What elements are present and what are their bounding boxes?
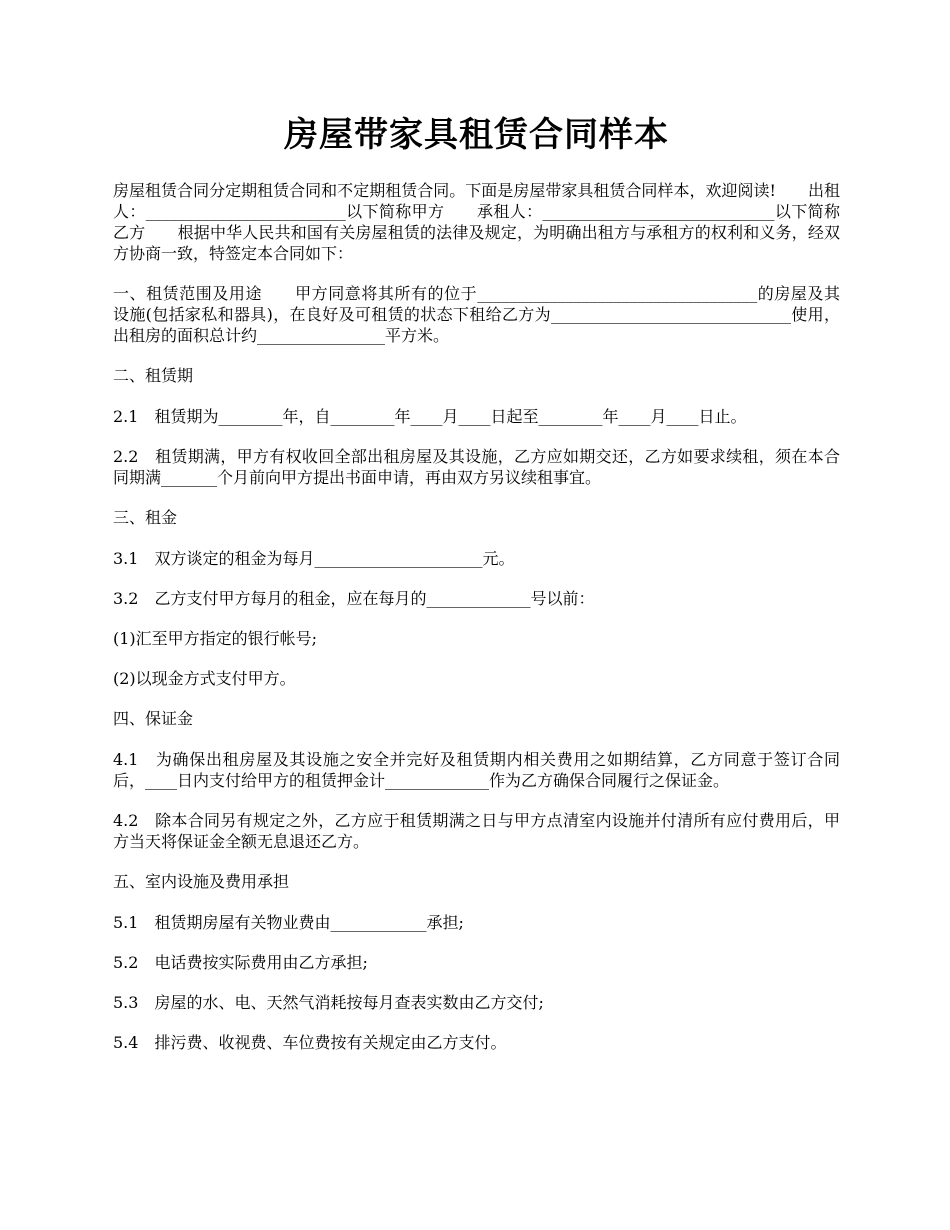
clause-2-1: 2.1 租赁期为________年，自________年____月____日起至________年____月____日止。 <box>113 407 747 426</box>
section-heading-lease-term: 二、租赁期 <box>113 366 194 385</box>
document-page <box>113 112 840 1072</box>
clause-1-scope: 一、租赁范围及用途 甲方同意将其所有的位于___________________________________的房屋及其设施(包括家私和器具)，在良好及可租赁的状态下租给乙方为______________________________使用，出租房的面积总计约________________平方米。 <box>113 284 840 345</box>
clause-2-2: 2.2 租赁期满，甲方有权收回全部出租房屋及其设施，乙方应如期交还，乙方如要求续租，须在本合同期满_______个月前向甲方提出书面申请，再由双方另议续租事宜。 <box>113 447 840 487</box>
clause-3-2-item-1: (1)汇至甲方指定的银行帐号; <box>113 629 318 648</box>
clause-4-2: 4.2 除本合同另有规定之外，乙方应于租赁期满之日与甲方点清室内设施并付清所有应付费用后，甲方当天将保证金全额无息退还乙方。 <box>113 811 840 851</box>
clause-3-2: 3.2 乙方支付甲方每月的租金，应在每月的_____________号以前： <box>113 589 595 608</box>
clause-4-1: 4.1 为确保出租房屋及其设施之安全并完好及租赁期内相关费用之如期结算，乙方同意于签订合同后，____日内支付给甲方的租赁押金计_____________作为乙方确保合同履行之保证金。 <box>113 750 840 790</box>
section-heading-facilities: 五、室内设施及费用承担 <box>113 872 290 891</box>
section-heading-rent: 三、租金 <box>113 508 178 527</box>
section-heading-deposit: 四、保证金 <box>113 709 194 728</box>
clause-3-2-item-2: (2)以现金方式支付甲方。 <box>113 669 296 688</box>
clause-3-1: 3.1 双方谈定的租金为每月_____________________元。 <box>113 549 515 568</box>
clause-5-1: 5.1 租赁期房屋有关物业费由____________承担; <box>113 913 464 932</box>
intro-paragraph: 房屋租赁合同分定期租赁合同和不定期租赁合同。下面是房屋带家具租赁合同样本，欢迎阅读! 出租人：_________________________以下简称甲方 承租人：_____________________________以下简称乙方 根据中华人民共和国有关房屋租赁的法律及规定，为明确出租方与承租方的权利和义务，经双方协商一致，特签定本合同如下： <box>113 181 840 263</box>
clause-5-4: 5.4 排污费、收视费、车位费按有关规定由乙方支付。 <box>113 1033 507 1052</box>
clause-5-2: 5.2 电话费按实际费用由乙方承担; <box>113 953 368 972</box>
document-title: 房屋带家具租赁合同样本 <box>284 115 669 155</box>
clause-5-3: 5.3 房屋的水、电、天然气消耗按每月查表实数由乙方交付; <box>113 993 544 1012</box>
